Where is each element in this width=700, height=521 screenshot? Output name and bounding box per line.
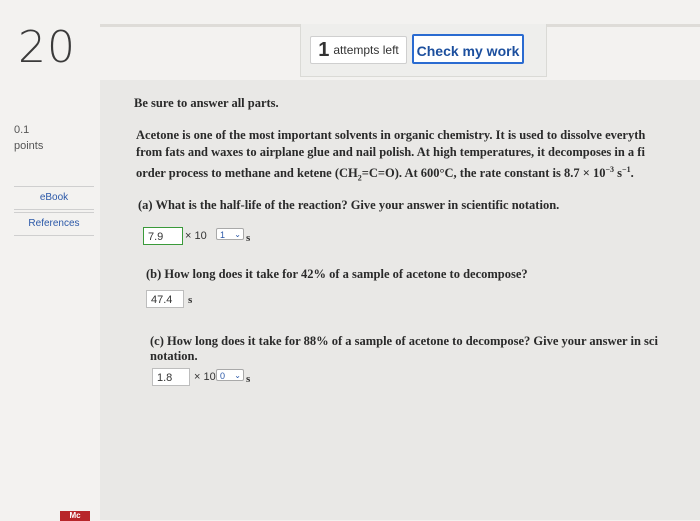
publisher-logo: Mc bbox=[60, 511, 90, 521]
problem-line-1: Acetone is one of the most important solvents in organic chemistry. It is used to dissolve everyth bbox=[136, 128, 646, 142]
ebook-button[interactable]: eBook bbox=[14, 186, 94, 210]
part-a-exponent-select[interactable] bbox=[216, 228, 244, 240]
check-my-work-button[interactable]: Check my work bbox=[412, 34, 524, 64]
chevron-down-icon: ⌄ bbox=[234, 371, 241, 380]
chevron-down-icon: ⌄ bbox=[234, 230, 241, 239]
part-a-answer-input[interactable]: 7.9 bbox=[143, 227, 183, 245]
attempts-count: 1 bbox=[318, 39, 330, 61]
part-c-exponent-select[interactable] bbox=[216, 369, 244, 381]
part-c-unit: s bbox=[246, 373, 251, 385]
points-label: points bbox=[14, 140, 44, 152]
part-a-unit: s bbox=[246, 232, 251, 244]
points-value: 0.1 bbox=[14, 124, 30, 136]
question-number: 20 bbox=[18, 22, 76, 73]
part-b-question: (b) How long does it take for 42% of a sample of acetone to decompose? bbox=[146, 267, 528, 281]
part-c-question-line-1: (c) How long does it take for 88% of a sample of acetone to decompose? Give your answer in sci bbox=[150, 334, 658, 348]
attempts-left-badge bbox=[310, 36, 407, 64]
references-button[interactable]: References bbox=[14, 212, 94, 236]
part-c-times-ten: × 10 bbox=[194, 371, 216, 383]
part-c-exponent-value: 0 bbox=[220, 371, 226, 381]
instruction-text: Be sure to answer all parts. bbox=[134, 96, 279, 110]
part-c-answer-input[interactable]: 1.8 bbox=[152, 368, 190, 386]
part-c-question-line-2: notation. bbox=[150, 349, 198, 363]
part-b-unit: s bbox=[188, 294, 193, 306]
part-a-exponent-value: 1 bbox=[220, 230, 226, 240]
problem-line-2: from fats and waxes to airplane glue and nail polish. At high temperatures, it decomposes in a fi bbox=[136, 145, 645, 159]
part-a-question: (a) What is the half-life of the reaction? Give your answer in scientific notation. bbox=[138, 198, 560, 212]
part-b-answer-input[interactable]: 47.4 bbox=[146, 290, 184, 308]
part-a-times-ten: × 10 bbox=[185, 230, 207, 242]
attempts-label: attempts left bbox=[333, 43, 399, 57]
problem-line-3: order process to methane and ketene $(CH_2=C=O)$. At 600°C, the rate constant is $8.7 \times 10^{-3}$ $s^{-1}$. bbox=[136, 165, 634, 183]
